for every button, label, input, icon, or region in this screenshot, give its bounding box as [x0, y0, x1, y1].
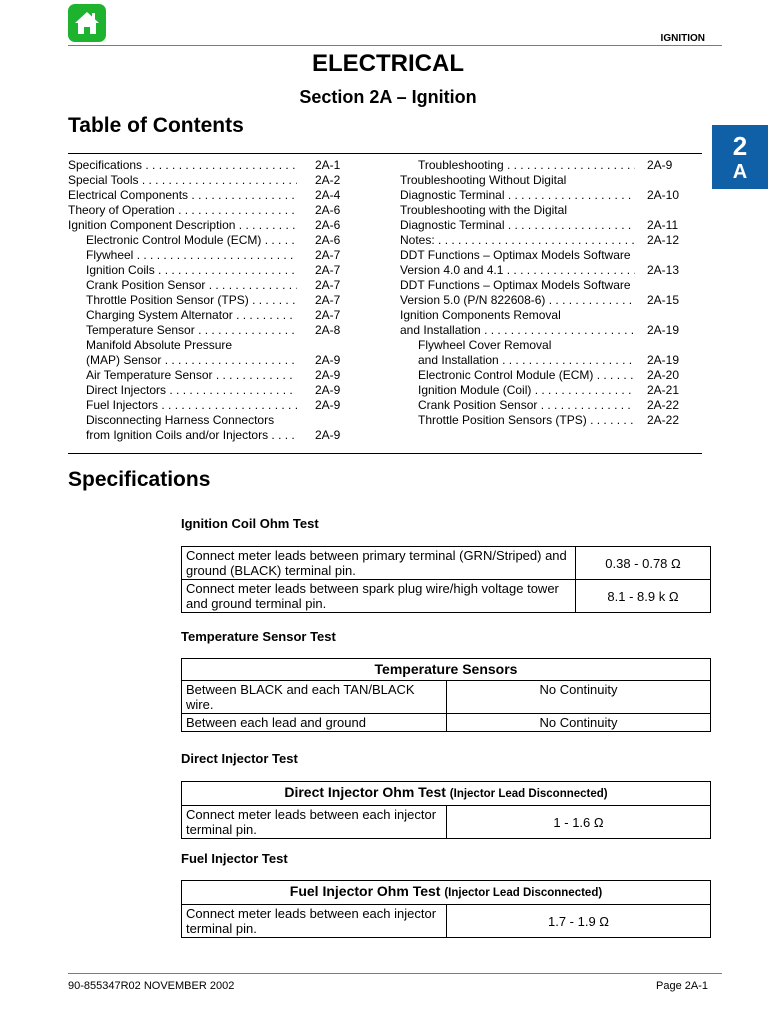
direct-injector-subheading: Direct Injector Test — [181, 751, 298, 766]
table-row — [182, 547, 711, 580]
toc-entry[interactable] — [400, 188, 695, 203]
toc-entry-page: 2A-20 — [647, 368, 680, 382]
toc-entry-page: 2A-9 — [647, 158, 673, 172]
home-icon — [73, 9, 101, 37]
toc-entry-title: Charging System Alternator . . . — [68, 308, 297, 323]
table-cell: No Continuity — [447, 681, 711, 714]
table-cell: Connect meter leads between primary terminal (GRN/Striped) and ground (BLACK) terminal pin. — [182, 547, 576, 580]
toc-right-column — [400, 158, 695, 428]
table-cell: 1.7 - 1.9 Ω — [447, 905, 711, 938]
toc-entry-title: Version 5.0 (P/N 822608-6) . . . — [400, 293, 635, 308]
table-cell: 8.1 - 8.9 k Ω — [576, 580, 711, 613]
toc-entry-title: DDT Functions – Optimax Models Software — [400, 248, 631, 262]
toc-entry-page: 2A-22 — [647, 413, 680, 427]
fuel-injector-table — [181, 880, 711, 938]
footer-page-number: Page 2A-1 — [656, 980, 708, 992]
table-cell: No Continuity — [447, 714, 711, 732]
toc-entry-title: Troubleshooting . . . — [400, 158, 635, 173]
toc-entry[interactable] — [400, 368, 695, 383]
table-cell: Connect meter leads between each injector terminal pin. — [182, 905, 447, 938]
toc-entry[interactable] — [400, 173, 695, 188]
toc-entry[interactable] — [68, 218, 363, 233]
toc-entry[interactable] — [68, 323, 363, 338]
toc-entry[interactable] — [68, 158, 363, 173]
toc-entry[interactable] — [68, 293, 363, 308]
toc-entry-title: Ignition Components Removal — [400, 308, 561, 322]
toc-entry-title: Notes: . . . — [400, 233, 635, 248]
table-cell: 0.38 - 0.78 Ω — [576, 547, 711, 580]
toc-entry-page: 2A-13 — [647, 263, 680, 277]
toc-entry-page: 2A-10 — [647, 188, 680, 202]
toc-entry-title: Version 4.0 and 4.1 . . . — [400, 263, 635, 278]
section-tab[interactable] — [712, 125, 768, 189]
toc-entry-page: 2A-9 — [315, 428, 341, 442]
toc-entry-title: Ignition Module (Coil) . . . — [400, 383, 635, 398]
toc-entry-title: Temperature Sensor . . . — [68, 323, 297, 338]
toc-entry[interactable] — [400, 263, 695, 278]
toc-entry[interactable] — [68, 338, 363, 353]
toc-entry-page — [297, 413, 363, 428]
table-header: Temperature Sensors — [182, 659, 711, 681]
table-cell: Between BLACK and each TAN/BLACK wire. — [182, 681, 447, 714]
toc-entry[interactable] — [68, 428, 363, 443]
toc-entry-page — [635, 308, 695, 323]
toc-heading: Table of Contents — [68, 114, 244, 137]
toc-entry[interactable] — [68, 173, 363, 188]
toc-entry[interactable] — [400, 323, 695, 338]
toc-entry-title: Throttle Position Sensors (TPS) . . . — [400, 413, 635, 428]
toc-entry-page — [635, 248, 695, 263]
toc-entry[interactable] — [400, 293, 695, 308]
toc-entry[interactable] — [400, 308, 695, 323]
toc-entry-title: Fuel Injectors . . . — [68, 398, 297, 413]
toc-entry-page: 2A-6 — [315, 203, 341, 217]
toc-entry-page — [635, 338, 695, 353]
toc-entry[interactable] — [68, 308, 363, 323]
table-row — [182, 806, 711, 839]
toc-entry[interactable] — [68, 248, 363, 263]
toc-entry-title: Flywheel . . . — [68, 248, 297, 263]
toc-entry[interactable] — [400, 353, 695, 368]
toc-entry[interactable] — [68, 188, 363, 203]
toc-entry-page: 2A-7 — [315, 293, 341, 307]
section-tab-number: 2 — [732, 131, 748, 161]
toc-entry[interactable] — [400, 203, 695, 218]
header-rule — [68, 45, 722, 46]
toc-entry-title: Flywheel Cover Removal — [418, 338, 552, 352]
direct-injector-table — [181, 781, 711, 839]
toc-entry-title: Air Temperature Sensor . . . — [68, 368, 297, 383]
table-header-note: (Injector Lead Disconnected) — [444, 887, 603, 899]
toc-entry-title: Troubleshooting Without Digital — [400, 173, 567, 187]
toc-entry-title: Special Tools . . . — [68, 173, 297, 188]
toc-entry-title: Specifications . . . — [68, 158, 297, 173]
coil-test-subheading: Ignition Coil Ohm Test — [181, 516, 319, 531]
toc-entry-page: 2A-1 — [315, 158, 341, 172]
toc-entry[interactable] — [400, 248, 695, 263]
coil-test-table — [181, 546, 711, 613]
toc-entry-title: Disconnecting Harness Connectors — [86, 413, 275, 427]
toc-entry-title: Ignition Component Description . . . — [68, 218, 297, 233]
section-label: IGNITION — [660, 33, 705, 44]
fuel-injector-subheading: Fuel Injector Test — [181, 851, 288, 866]
table-cell: Between each lead and ground — [182, 714, 447, 732]
toc-entry-title: Crank Position Sensor . . . — [68, 278, 297, 293]
temp-test-subheading: Temperature Sensor Test — [181, 629, 336, 644]
toc-entry-title: DDT Functions – Optimax Models Software — [400, 278, 631, 292]
toc-entry-page: 2A-12 — [647, 233, 680, 247]
toc-left-column — [68, 158, 363, 443]
footer-rule — [68, 973, 722, 974]
table-header-title: Direct Injector Ohm Test — [284, 784, 446, 800]
table-header — [182, 782, 711, 806]
toc-entry-page — [635, 173, 695, 188]
toc-entry[interactable] — [400, 218, 695, 233]
toc-entry-title: Throttle Position Sensor (TPS) . . . — [68, 293, 297, 308]
toc-entry[interactable] — [68, 233, 363, 248]
toc-entry-title: Troubleshooting with the Digital — [400, 203, 567, 217]
toc-entry-title: Direct Injectors . . . — [68, 383, 297, 398]
section-tab-letter: A — [732, 161, 748, 183]
table-row — [182, 714, 711, 732]
specifications-heading: Specifications — [68, 468, 211, 491]
footer-doc-number: 90-855347R02 NOVEMBER 2002 — [68, 980, 235, 992]
page-title: ELECTRICAL — [312, 50, 464, 77]
toc-entry[interactable] — [68, 398, 363, 413]
toc-entry-page: 2A-22 — [647, 398, 680, 412]
toc-top-rule — [68, 153, 702, 154]
toc-entry-page: 2A-7 — [315, 278, 341, 292]
toc-entry[interactable] — [68, 368, 363, 383]
toc-entry-title: and Installation . . . — [400, 323, 635, 338]
toc-entry[interactable] — [68, 263, 363, 278]
toc-entry[interactable] — [68, 203, 363, 218]
toc-entry-page — [635, 203, 695, 218]
toc-entry-title: and Installation . . . — [400, 353, 635, 368]
toc-entry-title: from Ignition Coils and/or Injectors . . . — [68, 428, 297, 443]
toc-entry[interactable] — [68, 278, 363, 293]
table-header-note: (Injector Lead Disconnected) — [449, 788, 608, 800]
toc-entry-page: 2A-4 — [315, 188, 341, 202]
toc-entry[interactable] — [400, 233, 695, 248]
toc-entry-page: 2A-9 — [315, 353, 341, 367]
toc-entry[interactable] — [68, 413, 363, 428]
toc-entry-page: 2A-11 — [647, 218, 679, 232]
toc-entry[interactable] — [400, 383, 695, 398]
toc-entry[interactable] — [400, 158, 695, 173]
toc-entry-title: Electronic Control Module (ECM) . . . — [400, 368, 635, 383]
toc-entry-page: 2A-7 — [315, 248, 341, 262]
toc-entry[interactable] — [400, 278, 695, 293]
table-header — [182, 881, 711, 905]
toc-entry-title: Diagnostic Terminal . . . — [400, 218, 635, 233]
table-row — [182, 905, 711, 938]
table-cell: 1 - 1.6 Ω — [447, 806, 711, 839]
table-cell: Connect meter leads between each injector terminal pin. — [182, 806, 447, 839]
toc-bottom-rule — [68, 453, 702, 454]
toc-entry-page: 2A-6 — [315, 233, 341, 247]
toc-entry-page: 2A-19 — [647, 353, 680, 367]
toc-entry-page: 2A-15 — [647, 293, 680, 307]
toc-entry-title: Theory of Operation . . . — [68, 203, 297, 218]
toc-entry-title: Diagnostic Terminal . . . — [400, 188, 635, 203]
page-subtitle: Section 2A – Ignition — [299, 87, 477, 107]
toc-entry-page: 2A-19 — [647, 323, 680, 337]
toc-entry-title: Crank Position Sensor . . . — [400, 398, 635, 413]
table-row — [182, 681, 711, 714]
toc-entry-title: Ignition Coils . . . — [68, 263, 297, 278]
toc-entry-page — [635, 278, 695, 293]
toc-entry[interactable] — [400, 398, 695, 413]
toc-entry[interactable] — [68, 353, 363, 368]
toc-entry-page: 2A-9 — [315, 383, 341, 397]
toc-entry[interactable] — [400, 338, 695, 353]
toc-entry-page: 2A-9 — [315, 398, 341, 412]
temp-test-table — [181, 658, 711, 732]
toc-entry-page: 2A-9 — [315, 368, 341, 382]
toc-entry-page: 2A-6 — [315, 218, 341, 232]
table-cell: Connect meter leads between spark plug wire/high voltage tower and ground terminal pin. — [182, 580, 576, 613]
toc-entry-title: Manifold Absolute Pressure — [86, 338, 233, 352]
toc-entry-title: Electronic Control Module (ECM) . . . — [68, 233, 297, 248]
toc-entry-page: 2A-7 — [315, 308, 341, 322]
toc-entry-page: 2A-7 — [315, 263, 341, 277]
table-row — [182, 580, 711, 613]
toc-entry[interactable] — [400, 413, 695, 428]
toc-entry-page: 2A-2 — [315, 173, 341, 187]
toc-entry-page: 2A-21 — [647, 383, 680, 397]
toc-entry-title: Electrical Components . . . — [68, 188, 297, 203]
toc-entry[interactable] — [68, 383, 363, 398]
table-header-title: Fuel Injector Ohm Test — [289, 883, 441, 899]
toc-entry-page — [297, 338, 363, 353]
home-button[interactable] — [68, 4, 106, 42]
toc-entry-title: (MAP) Sensor . . . — [68, 353, 297, 368]
toc-entry-page: 2A-8 — [315, 323, 341, 337]
